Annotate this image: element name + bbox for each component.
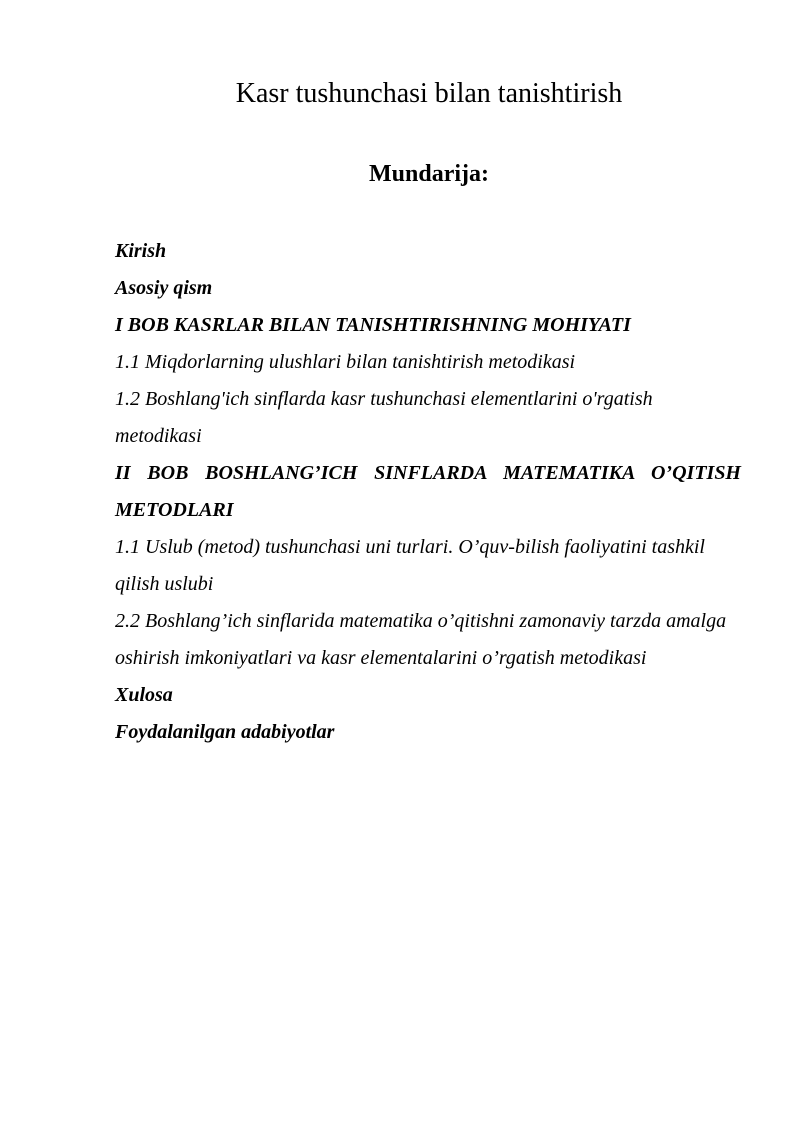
- toc-item-chapter-1: I BOB KASRLAR BILAN TANISHTIRISHNING MOHIYATI: [115, 314, 631, 336]
- table-of-contents: [115, 233, 741, 751]
- document-title: Kasr tushunchasi bilan tanishtirish: [235, 78, 623, 109]
- toc-heading: Mundarija:: [369, 161, 489, 187]
- toc-item-asosiy-qism: Asosiy qism: [115, 277, 213, 299]
- toc-item-section-2-1: 1.1 Uslub (metod) tushunchasi uni turlari. O’quv-bilish faoliyatini tashkil qilish uslubi: [115, 536, 705, 595]
- toc-item-xulosa: Xulosa: [115, 684, 173, 706]
- toc-item-chapter-2: II BOB BOSHLANG’ICH SINFLARDA MATEMATIKA O’QITISH METODLARI: [115, 462, 741, 521]
- toc-item-references: Foydalanilgan adabiyotlar: [115, 721, 335, 743]
- toc-item-kirish: Kirish: [115, 240, 167, 262]
- toc-item-section-2-2: 2.2 Boshlang’ich sinflarida matematika o’qitishni zamonaviy tarzda amalga oshirish imkoniyatlari va kasr elementalarini o’rgatish metodikasi: [115, 610, 727, 669]
- toc-item-section-1-2: 1.2 Boshlang'ich sinflarda kasr tushunchasi elementlarini o'rgatish metodikasi: [115, 388, 653, 447]
- toc-item-section-1-1: 1.1 Miqdorlarning ulushlari bilan tanishtirish metodikasi: [115, 351, 576, 373]
